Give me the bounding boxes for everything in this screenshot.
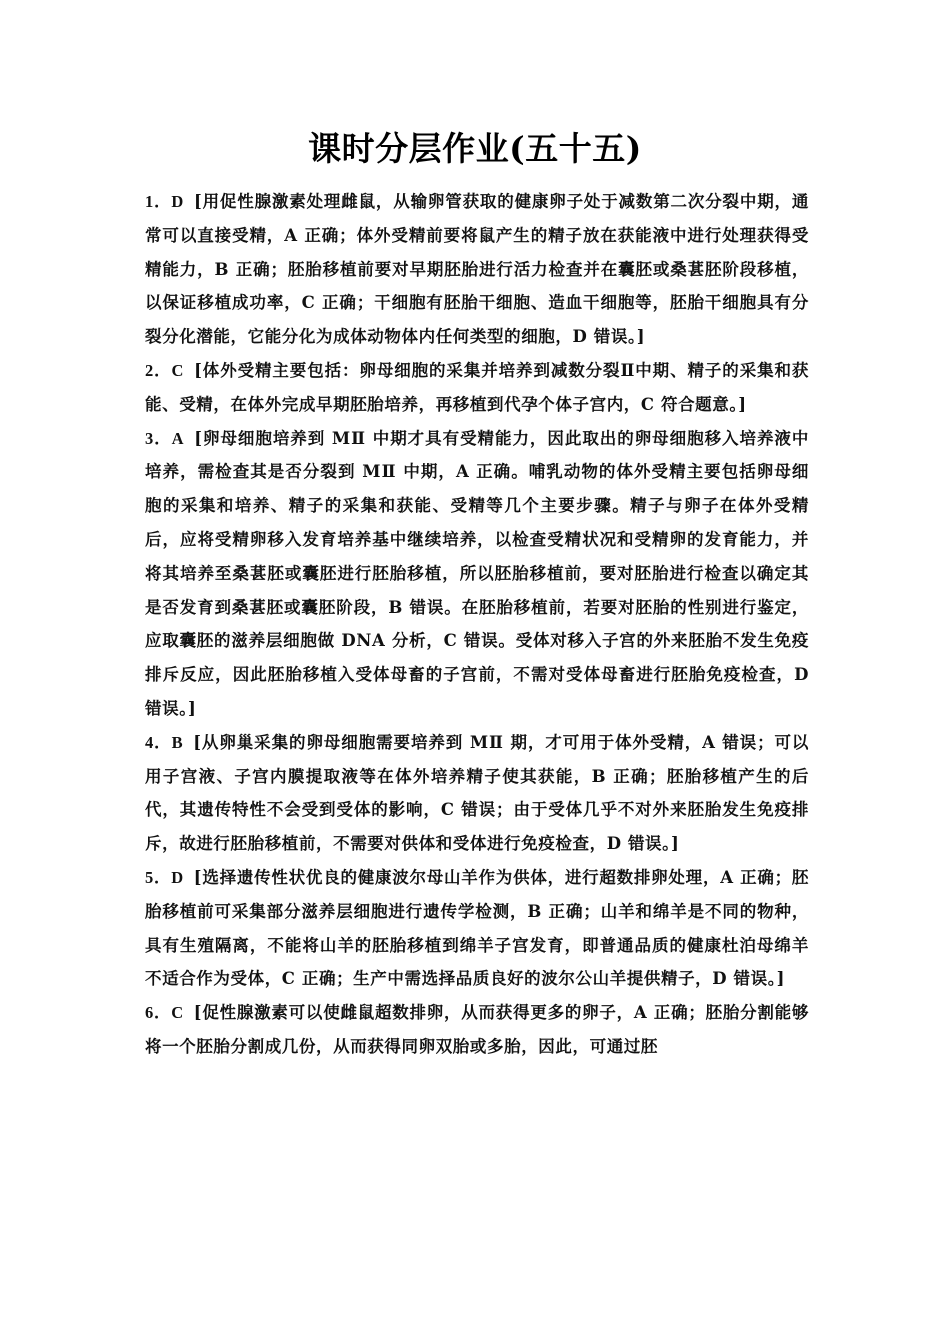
answer-number: 4．B bbox=[145, 732, 184, 752]
answer-text: [选择遗传性状优良的健康波尔母山羊作为供体，进行超数排卵处理，A 正确；胚胎移植前可采集部分滋养层细胞进行遗传学检测，B 正确；山羊和绵羊是不同的物种，具有生殖隔离，不能将山羊的胚胎移植到绵羊子宫发育，即普通品质的健康杜泊母绵羊不适合作为受体，C 正确；生产中需选择品质良好的波尔公山羊提供精子，D 错误。] bbox=[145, 867, 809, 989]
answer-number: 2．C bbox=[145, 360, 185, 380]
answer-number: 3．A bbox=[145, 428, 185, 448]
answer-item-6 bbox=[145, 996, 809, 1064]
answer-text: [从卵巢采集的卵母细胞需要培养到 MⅡ 期，才可用于体外受精，A 错误；可以用子宫液、子宫内膜提取液等在体外培养精子使其获能，B 正确；胚胎移植产生的后代，其遗传特性不会受到受体的影响，C 错误；由于受体几乎不对外来胚胎发生免疫排斥，故进行胚胎移植前，不需要对供体和受体进行免疫检查，D 错误。] bbox=[145, 732, 810, 854]
answer-list bbox=[145, 185, 809, 1064]
answer-item-2 bbox=[145, 354, 809, 422]
answer-item-1 bbox=[145, 185, 809, 354]
answer-text: [促性腺激素可以使雌鼠超数排卵，从而获得更多的卵子，A 正确；胚胎分割能够将一个胚胎分割成几份，从而获得同卵双胎或多胎，因此，可通过胚 bbox=[145, 1003, 809, 1056]
answer-item-5 bbox=[145, 861, 809, 996]
page-title: 课时分层作业(五十五) bbox=[308, 129, 642, 168]
answer-number: 6．C bbox=[145, 1003, 184, 1023]
answer-number: 5．D bbox=[145, 867, 184, 887]
answer-text: [体外受精主要包括：卵母细胞的采集并培养到减数分裂Ⅱ中期、精子的采集和获能、受精，在体外完成早期胚胎培养，再移植到代孕个体子宫内，C 符合题意。] bbox=[145, 360, 810, 414]
answer-number: 1．D bbox=[145, 192, 184, 211]
answer-text: [卵母细胞培养到 MⅡ 中期才具有受精能力，因此取出的卵母细胞移入培养液中培养，需检查其是否分裂到 MⅡ 中期，A 正确。哺乳动物的体外受精主要包括卵母细胞的采集和培养、精子的采集和获能、受精等几个主要步骤。精子与卵子在体外受精后，应将受精卵移入发育培养基中继续培养，以检查受精状况和受精卵的发育能力，并将其培养至桑葚胚或囊胚进行胚胎移植，所以胚胎移植前，要对胚胎进行检查以确定其是否发育到桑葚胚或囊胚阶段，B 错误。在胚胎移植前，若要对胚胎的性别进行鉴定，应取囊胚的滋养层细胞做 DNA 分析，C 错误。受体对移入子宫的外来胚胎不发生免疫排斥反应，因此胚胎移植入受体母畜的子宫前，不需对受体母畜进行胚胎免疫检查，D 错误。] bbox=[145, 428, 809, 718]
answer-item-3 bbox=[145, 422, 809, 726]
answer-item-4 bbox=[145, 726, 809, 861]
answer-text: [用促性腺激素处理雌鼠，从输卵管获取的健康卵子处于减数第二次分裂中期，通常可以直接受精，A 正确；体外受精前要将鼠产生的精子放在获能液中进行处理获得受精能力，B 正确；胚胎移植前要对早期胚胎进行活力检查并在囊胚或桑葚胚阶段移植，以保证移植成功率，C 正确；干细胞有胚胎干细胞、造血干细胞等，胚胎干细胞具有分裂分化潜能，它能分化为成体动物体内任何类型的细胞，D 错误。] bbox=[145, 192, 809, 347]
